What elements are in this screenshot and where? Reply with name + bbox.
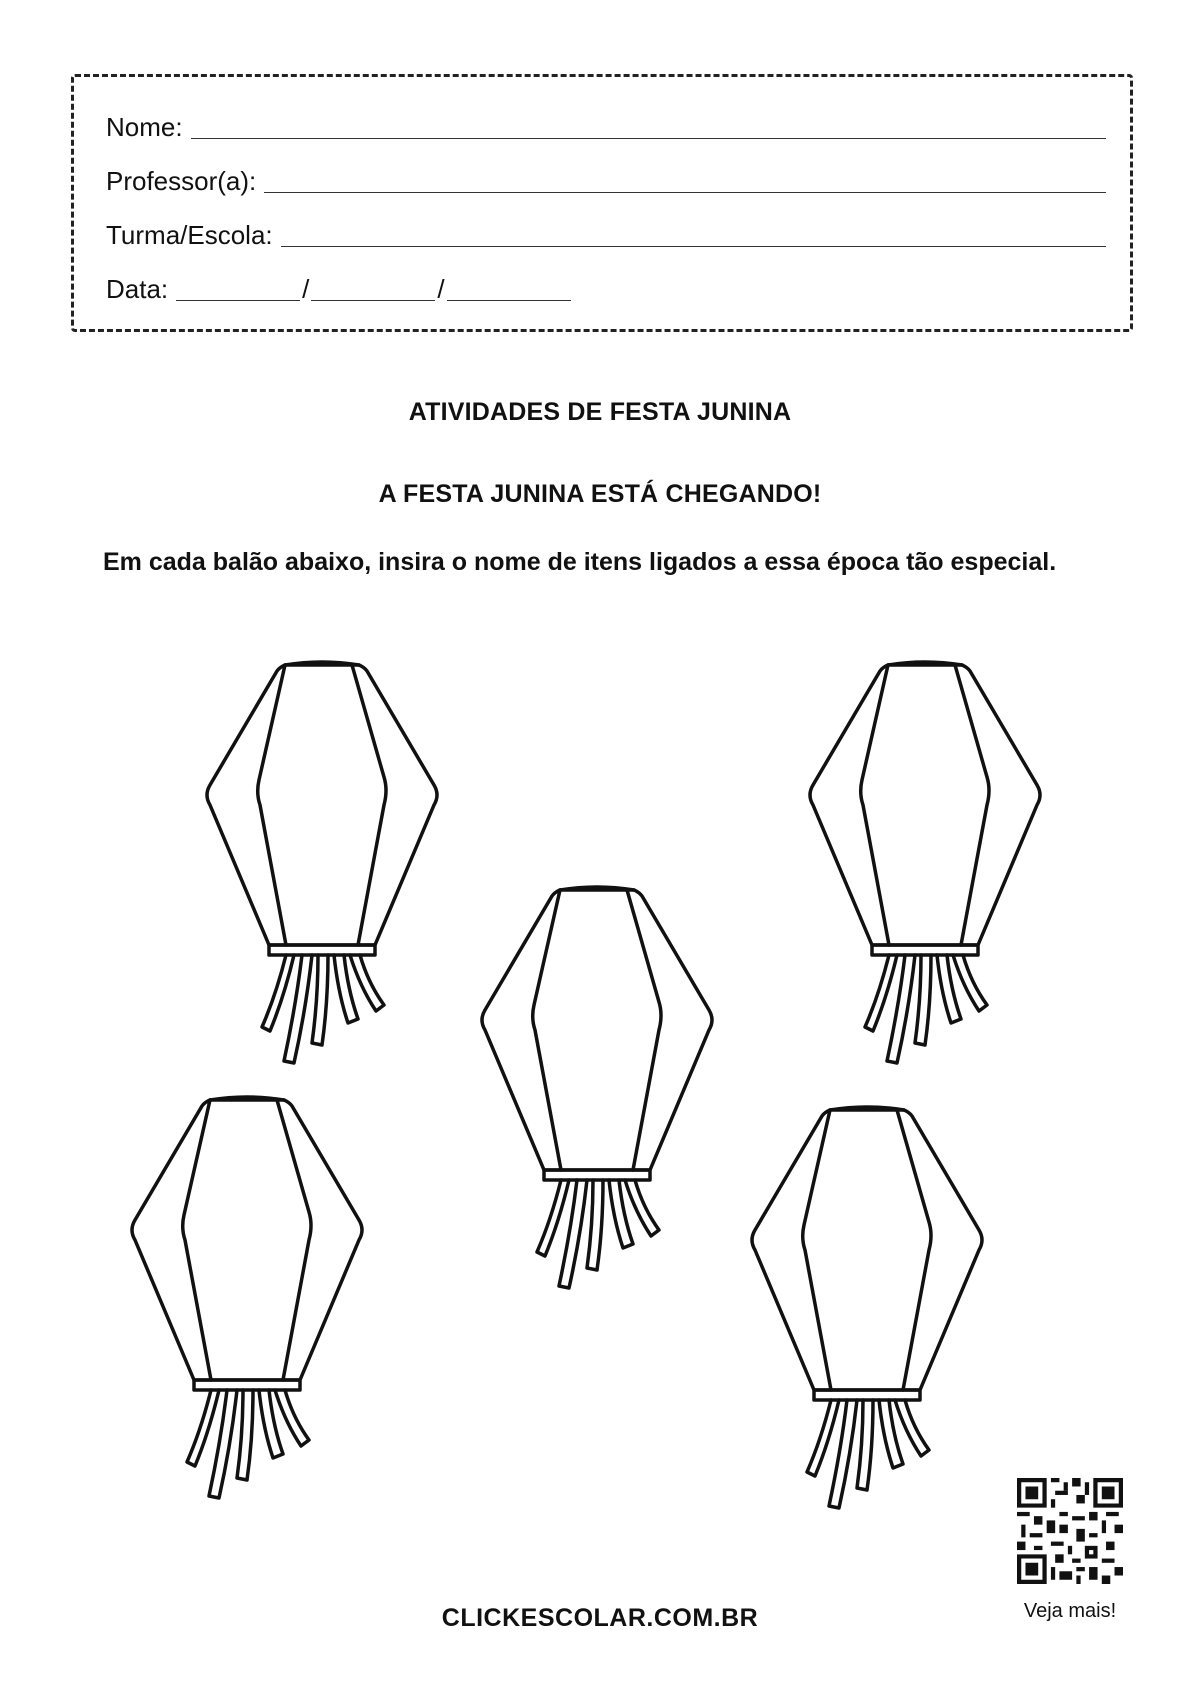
balloon-2[interactable] (810, 662, 1040, 1063)
class-label: Turma/Escola: (106, 220, 273, 250)
balloon-3[interactable] (482, 887, 712, 1288)
date-separator: / (437, 274, 445, 304)
footer-website[interactable]: CLICKESCOLAR.COM.BR (441, 1604, 759, 1632)
teacher-label: Professor(a): (106, 166, 257, 196)
page-title: ATIVIDADES DE FESTA JUNINA (408, 398, 792, 426)
name-label: Nome: (106, 112, 183, 142)
qr-code-icon[interactable] (1017, 1478, 1123, 1584)
qr-caption: Veja mais! (1023, 1600, 1117, 1622)
page-subtitle: A FESTA JUNINA ESTÁ CHEGANDO! (378, 480, 822, 508)
instruction-text: Em cada balão abaixo, insira o nome de itens ligados a essa época tão especial. (103, 548, 1057, 576)
balloon-5[interactable] (752, 1107, 982, 1508)
date-label: Data: (106, 274, 169, 304)
balloon-4[interactable] (132, 1097, 362, 1498)
date-separator: / (302, 274, 310, 304)
balloon-1[interactable] (207, 662, 437, 1063)
